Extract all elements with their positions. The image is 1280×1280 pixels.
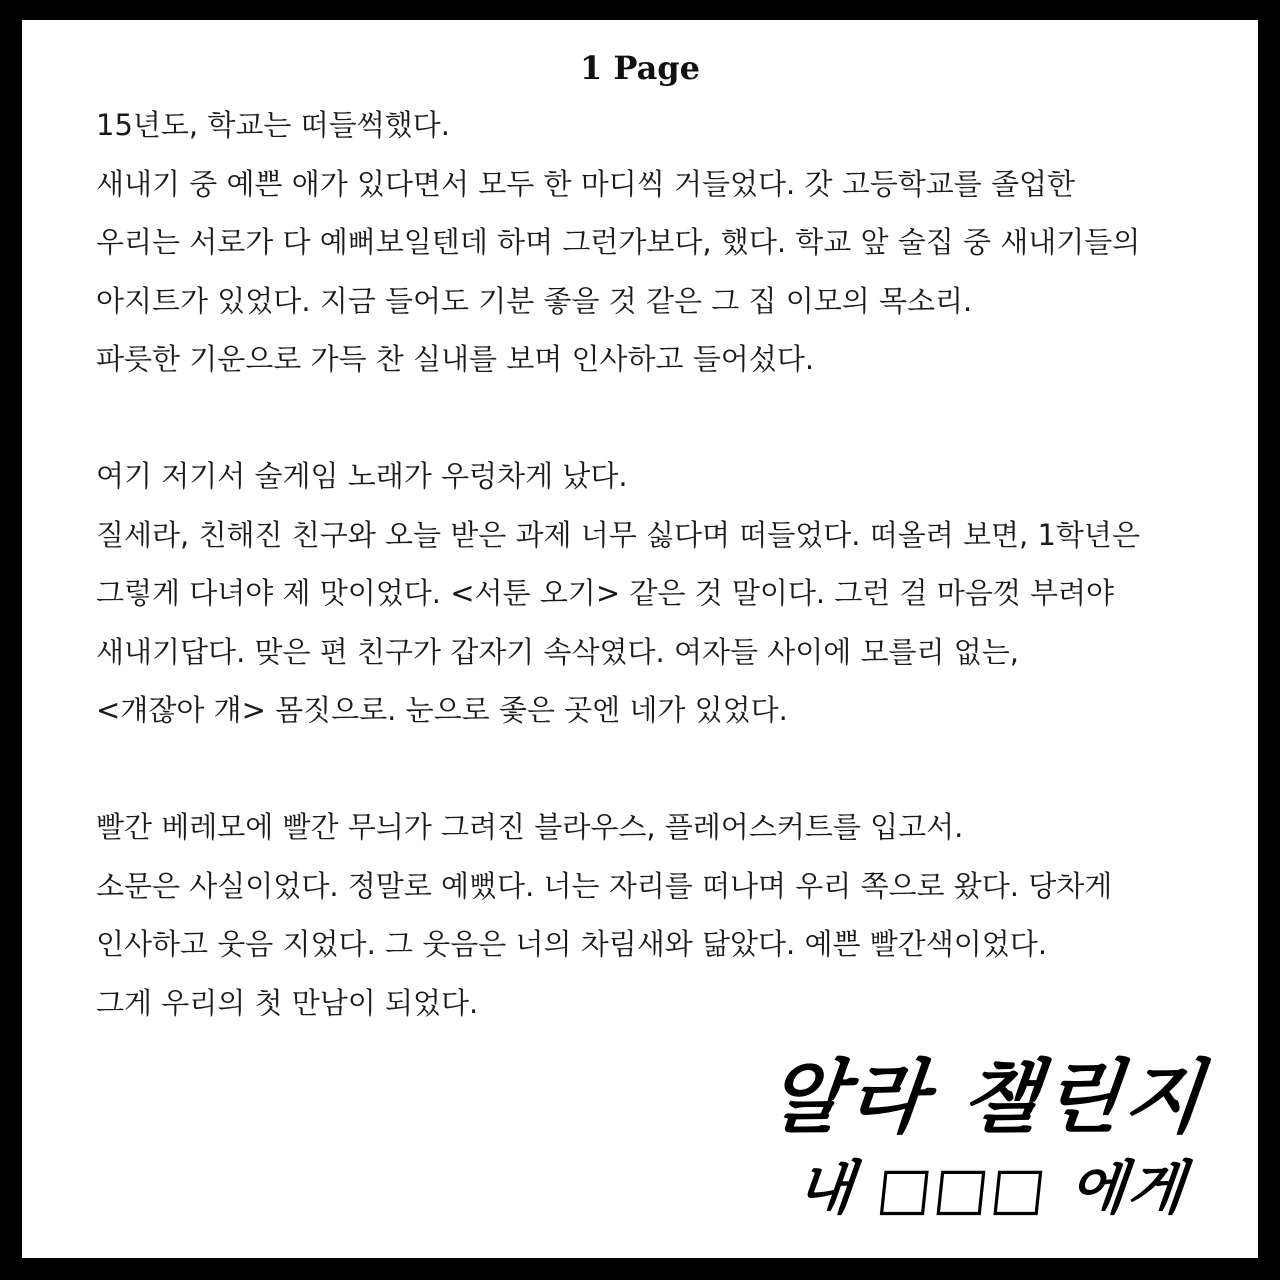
challenge-subtitle: 내 □□□ 에게 bbox=[793, 1154, 1190, 1222]
text-line: 소문은 사실이었다. 정말로 예뻤다. 너는 자리를 떠나며 우리 쪽으로 왔다. 당차게 bbox=[96, 868, 1113, 903]
page-sheet bbox=[22, 20, 1258, 1258]
text-line: 15년도, 학교는 떠들썩했다. bbox=[96, 108, 450, 142]
text-line: 새내기답다. 맞은 편 친구가 갑자기 속삭였다. 여자들 사이에 모를리 없는, bbox=[96, 634, 1020, 669]
text-line: 파릇한 기운으로 가득 찬 실내를 보며 인사하고 들어섰다. bbox=[96, 342, 815, 376]
text-line: 새내기 중 예쁜 애가 있다면서 모두 한 마디씩 거들었다. 갓 고등학교를 졸업한 bbox=[96, 166, 1076, 201]
text-line: 빨간 베레모에 빨간 무늬가 그려진 블라우스, 플레어스커트를 입고서. bbox=[96, 810, 964, 844]
challenge-title: 알라 챌린지 bbox=[762, 1051, 1211, 1144]
text-line: 그게 우리의 첫 만남이 되었다. bbox=[96, 985, 479, 1020]
text-line: <걔잖아 걔> 몸짓으로. 눈으로 좇은 곳엔 네가 있었다. bbox=[96, 693, 788, 727]
text-line: 아지트가 있었다. 지금 들어도 기분 좋을 것 같은 그 집 이모의 목소리. bbox=[96, 283, 973, 318]
text-line: 여기 저기서 술게임 노래가 우렁차게 났다. bbox=[96, 459, 628, 493]
paragraph-gap bbox=[96, 389, 1216, 448]
paragraph-gap bbox=[96, 740, 1216, 799]
page-title: 1 Page bbox=[579, 49, 701, 87]
text-line: 우리는 서로가 다 예뻐보일텐데 하며 그런가보다, 했다. 학교 앞 술집 중 새내기들의 bbox=[96, 225, 1141, 259]
text-line: 그렇게 다녀야 제 맛이었다. <서툰 오기> 같은 것 말이다. 그런 걸 마음껏 부려야 bbox=[96, 576, 1115, 610]
text-line: 인사하고 웃음 지었다. 그 웃음은 너의 차림새와 닮았다. 예쁜 빨간색이었다. bbox=[96, 927, 1048, 961]
story-text bbox=[96, 96, 1216, 1032]
text-line: 질세라, 친해진 친구와 오늘 받은 과제 너무 싫다며 떠들었다. 떠올려 보면, 1학년은 bbox=[96, 517, 1140, 552]
challenge-logo bbox=[746, 1048, 1211, 1228]
